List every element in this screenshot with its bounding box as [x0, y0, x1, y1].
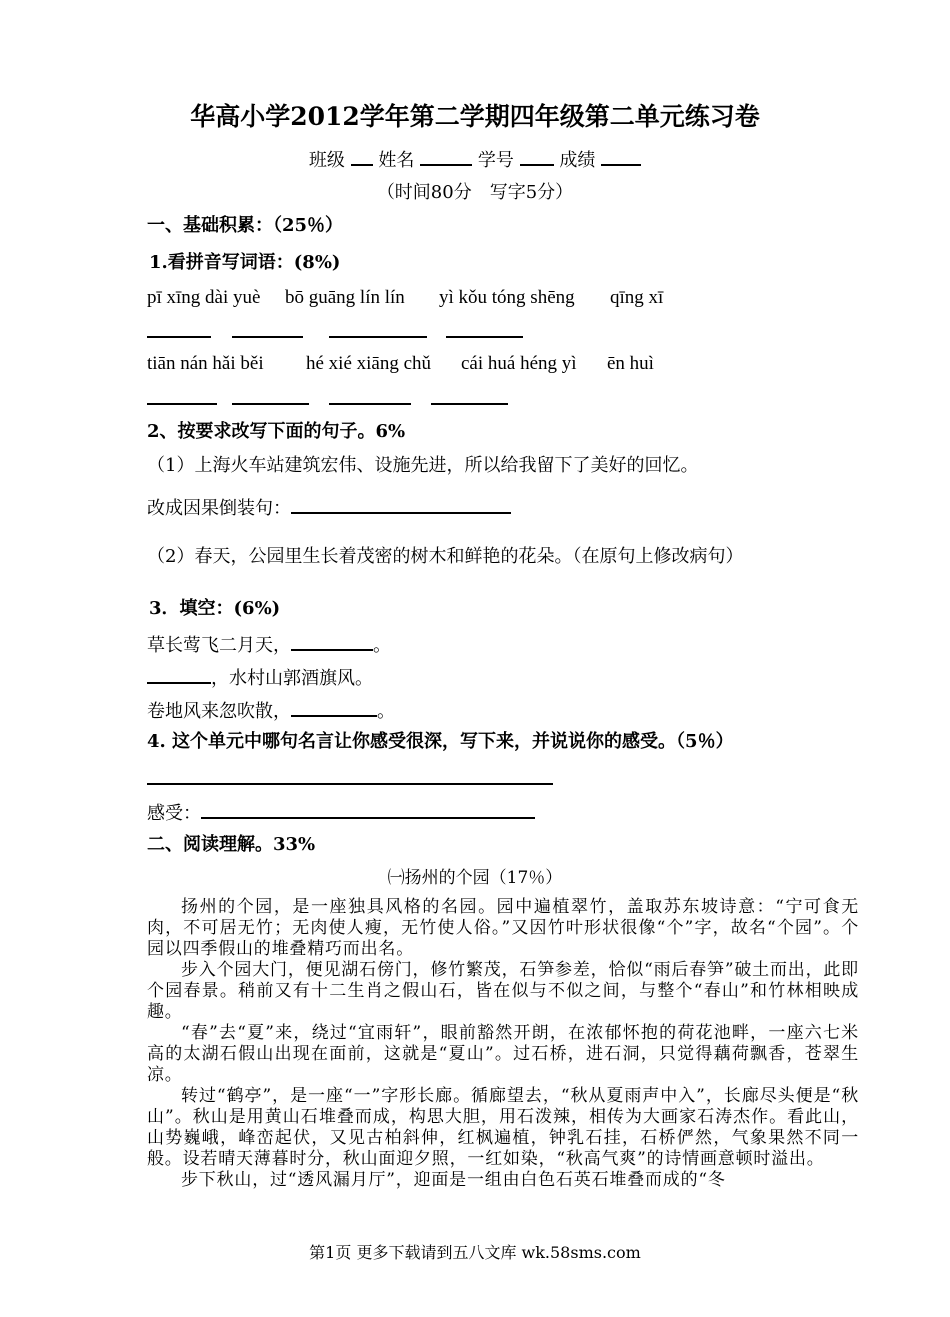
pinyin-3: yì kǒu tóng shēng [439, 287, 575, 308]
q3-line-3-text: 卷地风来忽吹散， [147, 701, 291, 722]
name-label: 姓名 [378, 150, 415, 171]
q4-feeling-line [147, 799, 535, 825]
passage-title: ㈠扬州的个园（17％） [387, 868, 563, 888]
pinyin-answer-line-7[interactable] [329, 403, 411, 405]
passage-paragraph-1: 扬州的个园，是一座独具风格的名园。园中遍植翠竹，盖取苏东坡诗意：“宁可食无肉，不可居无竹；无肉使人瘦，无竹使人俗。”又因竹叶形状很像“个”字，故名“个园”。个园以四季假山的堆叠精巧而出名。 [147, 897, 859, 959]
q2-rewrite-blank[interactable] [291, 494, 511, 514]
section2-heading: 二、阅读理解。33% [147, 834, 316, 855]
pinyin-answer-line-2[interactable] [232, 336, 303, 338]
pinyin-answer-line-5[interactable] [147, 403, 217, 405]
pinyin-1: pī xīng dài yuè [147, 287, 261, 308]
pinyin-answer-line-8[interactable] [431, 403, 508, 405]
q3-line-1 [147, 631, 391, 657]
q4-feeling-label: 感受： [147, 803, 201, 824]
q1-heading: 1.看拼音写词语：(8%) [149, 252, 341, 273]
q3-line-3 [147, 697, 395, 723]
pinyin-5: tiān nán hǎi běi [147, 353, 264, 374]
q3-line-2-text: ，水村山郭酒旗风。 [211, 668, 373, 689]
section1-heading: 一、基础积累：（25％） [147, 215, 344, 236]
pinyin-6: hé xié xiāng chǔ [306, 353, 432, 374]
class-label: 班级 [308, 150, 345, 171]
q2-sentence-2: （2）春天，公园里生长着茂密的树木和鲜艳的花朵。（在原句上修改病句） [147, 546, 744, 567]
pinyin-8: ēn huì [607, 353, 654, 374]
name-blank[interactable] [420, 146, 472, 166]
class-blank[interactable] [351, 146, 373, 166]
q3-blank-3[interactable] [291, 697, 377, 717]
passage-paragraph-2: 步入个园大门，便见湖石傍门，修竹繁茂，石笋参差，恰似“雨后春笋”破土而出，此即个园春景。稍前又有十二生肖之假山石，皆在似与不似之间，与整个“春山”和竹林相映成趣。 [147, 960, 859, 1022]
passage-paragraph-5: 步下秋山，过“透风漏月厅”，迎面是一组由白色石英石堆叠而成的“冬 [181, 1170, 726, 1190]
q4-heading: 4. 这个单元中哪句名言让你感受很深，写下来，并说说你的感受。（5％） [147, 731, 734, 752]
q3-heading: 3．填空：(6%) [149, 598, 281, 619]
pinyin-4: qīng xī [610, 287, 664, 308]
q4-feeling-blank[interactable] [201, 799, 535, 819]
q2-sentence-1: （1）上海火车站建筑宏伟、设施先进，所以给我留下了美好的回忆。 [147, 455, 699, 476]
q2-heading: 2、按要求改写下面的句子。6% [147, 421, 406, 442]
q3-line-2 [147, 664, 373, 690]
pinyin-answer-line-1[interactable] [147, 336, 211, 338]
student-info-line [0, 146, 950, 172]
q4-quote-line[interactable] [147, 783, 553, 785]
reading-passage [147, 897, 859, 1191]
time-note: （时间80分 写字5分） [376, 182, 574, 203]
pinyin-answer-line-6[interactable] [232, 403, 309, 405]
q3-line-1-end: 。 [373, 635, 391, 656]
pinyin-answer-line-4[interactable] [446, 336, 523, 338]
q3-blank-2[interactable] [147, 664, 211, 684]
score-blank[interactable] [601, 146, 641, 166]
pinyin-answer-line-3[interactable] [329, 336, 427, 338]
pinyin-2: bō guāng lín lín [285, 287, 405, 308]
q3-line-3-end: 。 [377, 701, 395, 722]
id-label: 学号 [477, 150, 514, 171]
passage-paragraph-4: 转过“鹤亭”，是一座“一”字形长廊。循廊望去，“秋从夏雨声中入”，长廊尽头便是“秋山”。秋山是用黄山石堆叠而成，构思大胆，用石泼辣，相传为大画家石涛杰作。看此山，山势巍峨，峰峦起伏，又见古柏斜伸，红枫遍植，钟乳石挂，石桥俨然，气象果然不同一般。设若晴天薄暮时分，秋山面迎夕照，一红如染，“秋高气爽”的诗情画意顿时溢出。 [147, 1086, 859, 1169]
q2-rewrite-line [147, 494, 511, 520]
pinyin-7: cái huá héng yì [461, 353, 577, 374]
score-label: 成绩 [559, 150, 596, 171]
id-blank[interactable] [520, 146, 554, 166]
page-footer: 第1页 更多下载请到五八文库 wk.58sms.com [309, 1243, 641, 1262]
page-title: 华高小学2012学年第二学期四年级第二单元练习卷 [190, 102, 760, 131]
passage-paragraph-3: “春”去“夏”来，绕过“宜雨轩”，眼前豁然开朗，在浓郁怀抱的荷花池畔，一座六七米高的太湖石假山出现在面前，这就是“夏山”。过石桥，进石洞，只觉得藕荷飘香，苍翠生凉。 [147, 1023, 859, 1085]
q2-rewrite-prompt: 改成因果倒装句： [147, 498, 291, 519]
q3-line-1-text: 草长莺飞二月天， [147, 635, 291, 656]
q3-blank-1[interactable] [291, 631, 373, 651]
